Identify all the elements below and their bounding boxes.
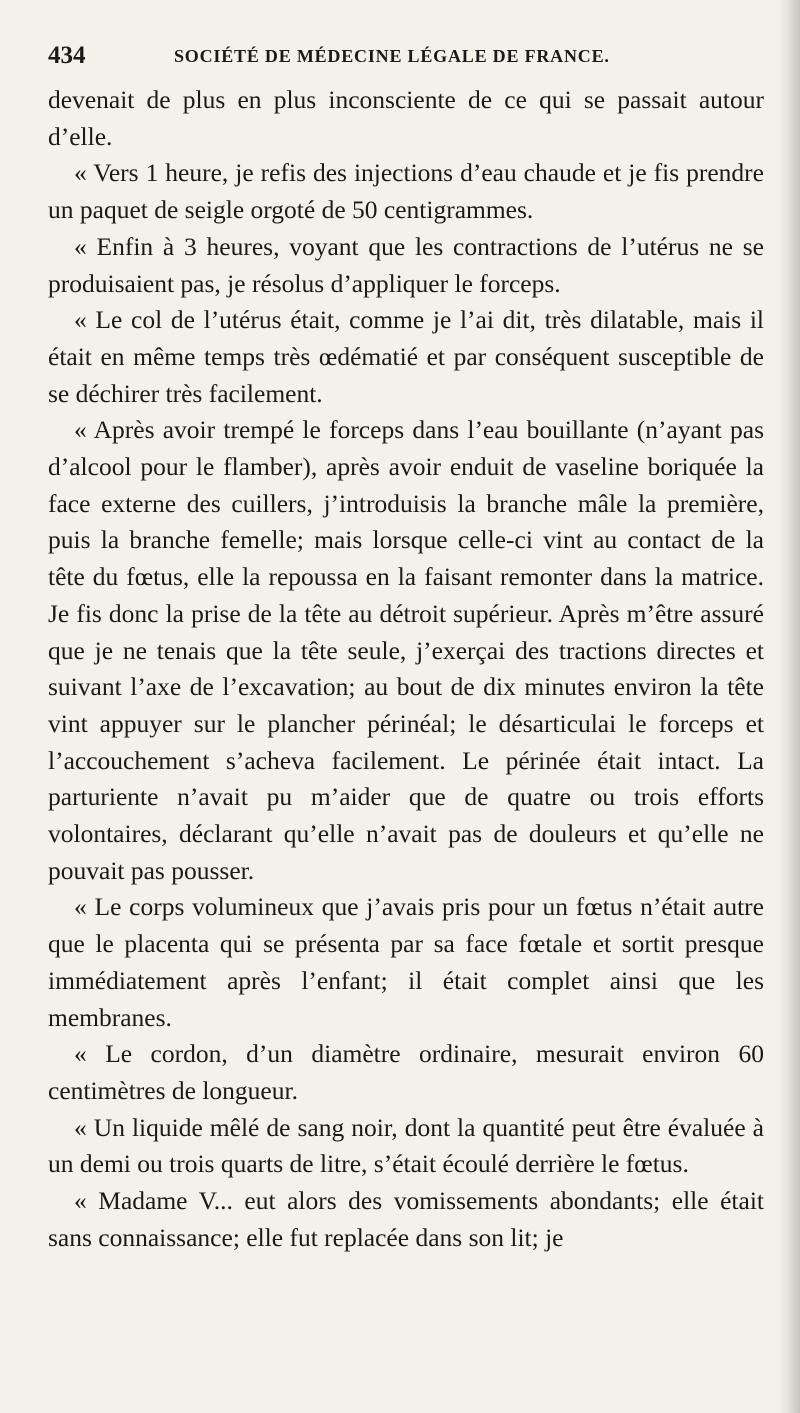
- page-edge-shadow: [778, 0, 800, 1413]
- paragraph: « Un liquide mêlé de sang noir, dont la quantité peut être évaluée à un demi ou trois quarts de litre, s’était écoulé derrière le fœtus.: [48, 1112, 764, 1179]
- body-text: [48, 82, 764, 1257]
- paragraph: « Vers 1 heure, je refis des injections d’eau chaude et je fis prendre un paquet de seigle orgoté de 50 centigrammes.: [48, 158, 764, 225]
- running-title: SOCIÉTÉ DE MÉDECINE LÉGALE DE FRANCE.: [174, 46, 610, 66]
- page-number: 434: [48, 42, 86, 69]
- paragraph: « Madame V... eut alors des vomissements abondants; elle était sans connaissance; elle fut replacée dans son lit; je: [48, 1186, 764, 1252]
- paragraph: « Le corps volumineux que j’avais pris pour un fœtus n’était autre que le placenta qui se présenta par sa face fœtale et sortit presque immédiatement après l’enfant; il était complet ainsi que les membranes.: [48, 892, 764, 1032]
- book-page: [48, 38, 764, 1257]
- running-head: [48, 38, 764, 82]
- paragraph: « Le col de l’utérus était, comme je l’ai dit, très dilatable, mais il était en même temps très œdématié et par conséquent susceptible de se déchirer très facilement.: [48, 305, 764, 408]
- paragraph: « Enfin à 3 heures, voyant que les contractions de l’utérus ne se produisaient pas, je résolus d’appliquer le forceps.: [48, 231, 764, 298]
- paragraph: « Le cordon, d’un diamètre ordinaire, mesurait environ 60 centimètres de longueur.: [48, 1039, 764, 1105]
- paragraph-continuation: devenait de plus en plus inconsciente de ce qui se passait autour d’elle.: [48, 85, 764, 151]
- paragraph: « Après avoir trempé le forceps dans l’eau bouillante (n’ayant pas d’alcool pour le flamber), après avoir enduit de vaseline boriquée la face externe des cuillers, j’introduisis la branche mâle la première, puis la branche femelle; mais lorsque celle-ci vint au contact de la tête du fœtus, elle la repoussa en la faisant remonter dans la matrice. Je fis donc la prise de la tête au détroit supérieur. Après m’être assuré que je ne tenais que la tête seule, j’exerçai des tractions directes et suivant l’axe de l’excavation; au bout de dix minutes environ la tête vint appuyer sur le plancher périnéal; le désarticulai le forceps et l’accouchement s’acheva facilement. Le périnée était intact. La parturiente n’avait pu m’aider que de quatre ou trois efforts volontaires, déclarant qu’elle n’avait pas de douleurs et qu’elle ne pouvait pas pousser.: [48, 415, 764, 885]
